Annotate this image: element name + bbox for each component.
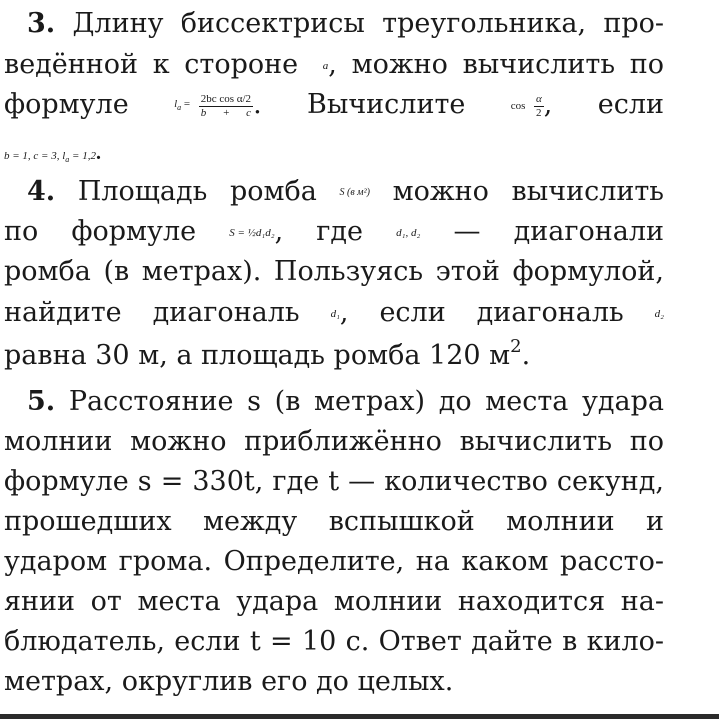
problem5-line7 xyxy=(4,622,664,662)
problem3-line3-b: . Вычислите xyxy=(253,89,466,120)
problem5-number: 5. xyxy=(27,386,56,417)
target-two: 2 xyxy=(536,106,542,119)
problem4-number: 4. xyxy=(27,176,56,207)
problem3-line1-text: Длину биссектрисы треугольника, про- xyxy=(72,8,664,39)
bisector-formula xyxy=(174,86,253,126)
problem3-line3-c: , xyxy=(543,89,553,120)
problem5-line2-text: молнии можно приближённо вычислить по xyxy=(4,426,664,457)
problem3-line3 xyxy=(4,85,664,125)
problem3-givens: b = 1, c = 3, $l_a = 1,2$. xyxy=(4,142,101,165)
rhombus-formula: S = ½d₁d₂ xyxy=(229,226,275,239)
formula-lhs-sub: a xyxy=(177,103,182,113)
problem3-line2-b: , можно вычислить по xyxy=(328,49,664,80)
diagonal-d2: d₂ xyxy=(654,307,664,320)
problem4-line5-end: . xyxy=(521,340,531,371)
problem5-line6 xyxy=(4,582,664,622)
problem4-line3 xyxy=(4,252,664,292)
givens-tail: = 1,2 xyxy=(69,150,96,162)
problem3-line1 xyxy=(27,4,664,44)
problem4-line4 xyxy=(4,293,664,333)
problem4-line1-text: Площадь ромба xyxy=(77,176,317,207)
formula-denominator: b + c xyxy=(200,106,252,119)
problem5-line3-text: формуле s = 330t, где t — количество секунд, xyxy=(4,466,664,497)
formula-eq: = xyxy=(181,97,191,110)
problem5-line7-text: блюдатель, если t = 10 с. Ответ дайте в кило- xyxy=(4,626,664,657)
problem5-line4 xyxy=(4,502,664,542)
formula-lhs: l xyxy=(174,97,178,110)
formula-numerator: 2bc cos α/2 xyxy=(200,92,252,105)
problem4-line2-b: , где xyxy=(274,216,364,247)
problem5-line5-text: ударом грома. Определите, на каком рассто- xyxy=(4,546,664,577)
problem5-line1-text: Расстояние s (в метрах) до места удара xyxy=(68,386,664,417)
problem4-line2-a: по формуле xyxy=(4,216,197,247)
diagonal-d1: d₁ xyxy=(330,307,340,320)
problem5-line8 xyxy=(4,662,664,702)
problem4-line4-a: найдите диагональ xyxy=(4,297,300,328)
target-expression xyxy=(511,86,544,126)
givens-sub: a xyxy=(65,155,70,165)
problem4-line3-text: ромба (в метрах). Пользуясь этой формулой, xyxy=(4,256,664,287)
problem5-line2 xyxy=(4,422,664,462)
bottom-edge xyxy=(0,714,719,719)
problem3-line3-d: если xyxy=(597,89,664,120)
problem4-line5 xyxy=(4,336,664,376)
problem5-line5 xyxy=(4,542,664,582)
givens-text: b = 1, c = 3, l xyxy=(4,150,66,162)
diagonals-list: d₁, d₂ xyxy=(396,226,421,239)
problem4-line4-b: , если диагональ xyxy=(339,297,624,328)
problem4-line1-b: можно вычислить xyxy=(392,176,664,207)
side-a-symbol: a xyxy=(322,59,329,72)
problem3-number: 3. xyxy=(27,8,56,39)
target-alpha: α xyxy=(536,92,542,105)
problem4-line5-sup: 2 xyxy=(510,336,522,357)
problem4-line1 xyxy=(27,172,664,212)
formula-fraction xyxy=(199,93,253,120)
area-unit: S (в м²) xyxy=(339,186,370,198)
problem5-line6-text: янии от места удара молнии находится на- xyxy=(4,586,664,617)
problem3-line2-a: ведённой к стороне xyxy=(4,49,299,80)
problem3-line2 xyxy=(4,45,664,85)
problem5-line4-text: прошедших между вспышкой молнии и xyxy=(4,506,664,537)
problem4-line2 xyxy=(4,212,664,252)
target-fraction xyxy=(534,93,544,120)
problem5-line1 xyxy=(27,382,664,422)
problem5-line8-text: метрах, округлив его до целых. xyxy=(4,666,454,697)
target-cos: cos xyxy=(510,100,526,112)
problem4-line5-text: равна 30 м, а площадь ромба 120 м xyxy=(4,340,511,371)
problem4-line2-c: — диагонали xyxy=(453,216,664,247)
problem5-line3 xyxy=(4,462,664,502)
problem3-line3-a: формуле xyxy=(4,89,129,120)
